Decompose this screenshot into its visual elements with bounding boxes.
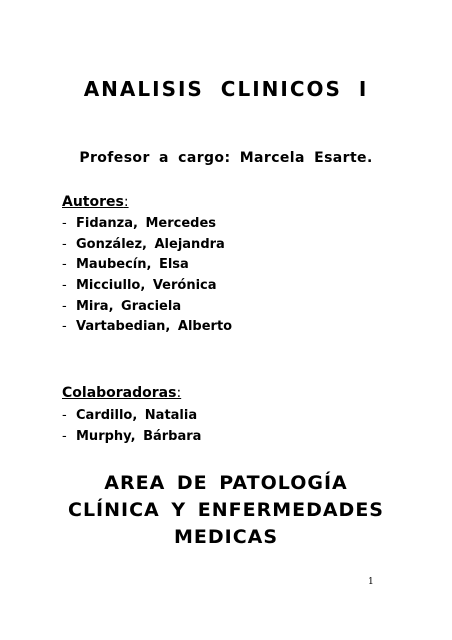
area-heading-line: AREA DE PATOLOGÍA	[104, 472, 348, 494]
professor-line: Profesor a cargo: Marcela Esarte.	[79, 150, 373, 166]
list-dash: -	[62, 236, 67, 252]
area-heading-line: CLÍNICA Y ENFERMEDADES	[68, 499, 384, 521]
collaborators-heading	[62, 385, 181, 401]
page-number: 1	[368, 577, 374, 587]
list-dash: -	[62, 298, 67, 314]
authors-list	[62, 214, 232, 338]
list-item	[62, 276, 232, 297]
list-dash: -	[62, 319, 67, 335]
author-name: Fidanza, Mercedes	[76, 216, 217, 231]
collaborator-name: Murphy, Bárbara	[76, 428, 202, 444]
list-dash: -	[62, 408, 67, 423]
list-item	[62, 214, 232, 235]
list-dash: -	[62, 428, 67, 444]
list-dash: -	[62, 278, 67, 294]
authors-heading-colon: :	[123, 194, 129, 210]
collaborators-list	[62, 406, 201, 447]
collaborators-heading-label: Colaboradoras	[62, 385, 177, 401]
list-dash: -	[62, 257, 67, 273]
list-item	[62, 317, 232, 338]
authors-heading-label: Autores	[62, 194, 124, 210]
author-name: Micciullo, Verónica	[76, 278, 217, 294]
list-item	[62, 297, 232, 318]
collaborator-name: Cardillo, Natalia	[76, 408, 198, 423]
collaborators-heading-colon: :	[176, 385, 182, 401]
area-heading-line: MEDICAS	[173, 526, 279, 548]
area-heading	[0, 470, 452, 551]
list-item	[62, 427, 201, 448]
authors-heading	[62, 194, 129, 210]
author-name: González, Alejandra	[76, 236, 225, 252]
list-dash: -	[62, 216, 67, 231]
list-item	[62, 406, 201, 427]
list-item	[62, 255, 232, 276]
author-name: Maubecín, Elsa	[76, 257, 189, 273]
document-title: ANALISIS CLINICOS I	[83, 77, 369, 101]
list-item	[62, 235, 232, 256]
author-name: Vartabedian, Alberto	[76, 319, 233, 335]
author-name: Mira, Graciela	[76, 298, 182, 314]
